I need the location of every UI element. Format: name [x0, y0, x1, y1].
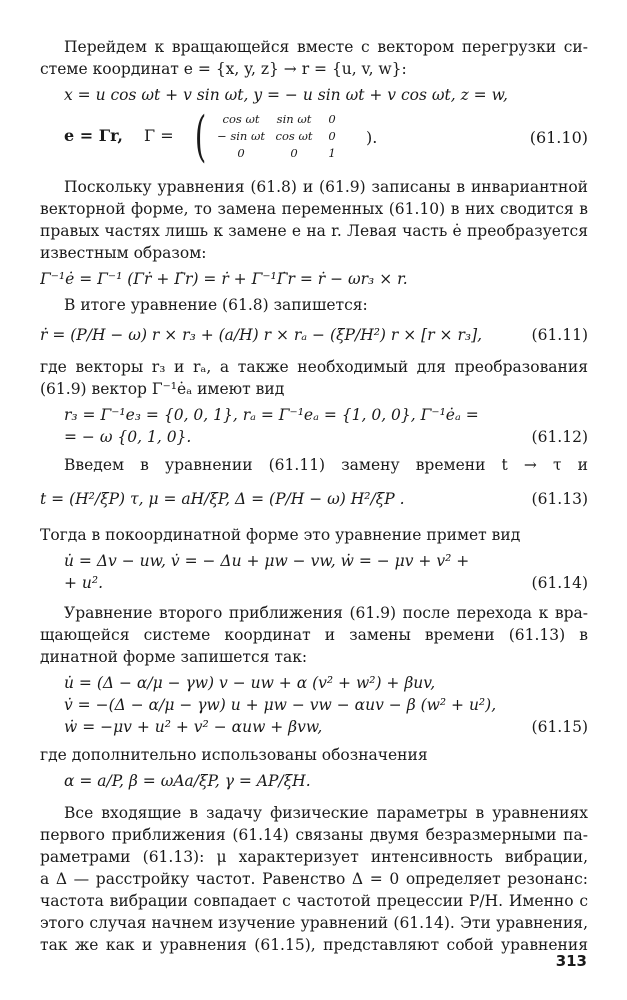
equation-61-14-line2	[64, 572, 588, 594]
matrix-cell: cos ωt	[275, 129, 313, 143]
equation-61-13	[40, 488, 588, 510]
equation-number: (61.12)	[531, 428, 588, 446]
text-line: Поскольку уравнения (61.8) и (61.9) записаны в инвариантной	[64, 178, 588, 196]
equation-body: t = (H²/ξP) τ, μ = aH/ξP, Δ = (P/H − ω) H²/ξP .	[40, 490, 405, 508]
equation-xyz: x = u cos ωt + v sin ωt, y = − u sin ωt + v cos ωt, z = w,	[64, 86, 508, 104]
equation-body: ṙ = (P/H − ω) r × r₃ + (a/H) r × rₐ − (ξP/H²) r × [r × r₃],	[40, 326, 483, 344]
equation-number: (61.10)	[529, 128, 588, 147]
text-line: первого приближения (61.14) связаны двумя безразмерными па-	[40, 826, 588, 844]
equation-body: + u².	[64, 574, 104, 592]
text-line: векторной форме, то замена переменных (61.10) в них сводится в	[40, 200, 588, 218]
equation-61-15-line3	[64, 716, 588, 738]
equation-61-15-line1: u̇ = (Δ − α/μ − γw) v − uw + α (v² + w²) + βuv,	[64, 674, 436, 692]
matrix-cell: 0	[328, 129, 336, 143]
text-line: а Δ — расстройку частот. Равенство Δ = 0 определяет резонанс:	[40, 870, 588, 888]
text-line: раметрами (61.13): μ характеризует интенсивность вибрации,	[40, 848, 588, 866]
text-line: так же как и уравнения (61.15), представляют собой уравнения	[40, 936, 588, 954]
text-line: этого случая начнем изучение уравнений (61.14). Эти уравнения,	[40, 914, 588, 932]
matrix-gamma-label: Γ =	[144, 126, 174, 145]
matrix-cell: 0	[237, 146, 245, 160]
text-line: (61.9) вектор Γ⁻¹ėₐ имеют вид	[40, 380, 285, 398]
equation-body: = − ω {0, 1, 0}.	[64, 428, 192, 446]
text-line: стеме координат e = {x, y, z} → r = {u, v, w}:	[40, 60, 407, 78]
equation-alpha-beta-gamma: α = a/P, β = ωAa/ξP, γ = AP/ξH.	[64, 772, 311, 790]
equation-gamma-inverse: Γ⁻¹ė = Γ⁻¹ (Γṙ + Γ̇r) = ṙ + Γ⁻¹Γ̇r = ṙ − ωr₃ × r.	[40, 270, 408, 288]
matrix-cell: 1	[328, 146, 336, 160]
text-line: Тогда в покоординатной форме это уравнение примет вид	[40, 526, 521, 544]
equation-61-14-line1: u̇ = Δv − uw, v̇ = − Δu + μw − vw, ẇ = − μv + v² +	[64, 552, 470, 570]
text-line: правых частях лишь к замене e на r. Левая часть ė преобразуется	[40, 222, 588, 240]
equation-number: (61.13)	[531, 490, 588, 508]
text-line: известным образом:	[40, 244, 207, 262]
text-line: Введем в уравнении (61.11) замену времени t → τ и	[64, 456, 588, 474]
text-line: Уравнение второго приближения (61.9) после перехода к вра-	[64, 604, 588, 622]
text-line: щающейся системе координат и замены времени (61.13) в	[40, 626, 588, 644]
text-line: динатной форме запишется так:	[40, 648, 308, 666]
text-line: Все входящие в задачу физические параметры в уравнениях	[64, 804, 588, 822]
equation-number: (61.15)	[531, 718, 588, 736]
equation-body: ẇ = −μv + u² + v² − αuw + βvw,	[64, 718, 323, 736]
matrix-cell: − sin ωt	[217, 129, 265, 143]
matrix-lhs: e = Γr,	[64, 126, 123, 145]
text-line: В итоге уравнение (61.8) запишется:	[64, 296, 368, 314]
equation-number: (61.11)	[531, 326, 588, 344]
text-line: частота вибрации совпадает с частотой прецессии P/H. Именно с	[40, 892, 588, 910]
equation-61-12-line2	[64, 426, 588, 448]
matrix-cell: 0	[328, 112, 336, 126]
equation-number: (61.14)	[531, 574, 588, 592]
matrix-cell: 0	[290, 146, 298, 160]
text-line: Перейдем к вращающейся вместе с вектором перегрузки си-	[64, 38, 588, 56]
text-line: где дополнительно использованы обозначения	[40, 746, 428, 764]
left-paren: (	[194, 105, 207, 168]
matrix-close: ).	[366, 128, 378, 147]
matrix-cell: sin ωt	[276, 112, 312, 126]
text-line: где векторы r₃ и rₐ, а также необходимый для преобразования	[40, 358, 588, 376]
equation-61-15-line2: v̇ = −(Δ − α/μ − γw) u + μw − vw − αuv − β (w² + u²),	[64, 696, 497, 714]
matrix-equation-61-10	[64, 105, 588, 168]
rotation-matrix	[214, 112, 344, 163]
matrix-cell: cos ωt	[222, 112, 260, 126]
page-number: 313	[555, 952, 587, 970]
equation-61-11	[40, 324, 588, 346]
equation-61-12-line1: r₃ = Γ⁻¹e₃ = {0, 0, 1}, rₐ = Γ⁻¹eₐ = {1, 0, 0}, Γ⁻¹ėₐ =	[64, 406, 479, 424]
